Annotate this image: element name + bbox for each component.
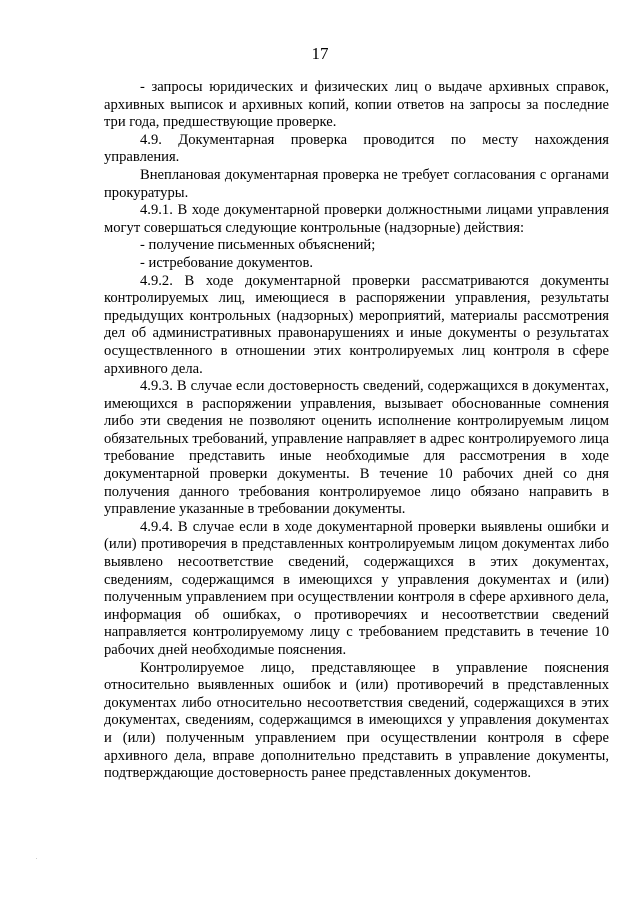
paragraph-4-9-2: 4.9.2. В ходе документарной проверки рассматриваются документы контролируемых лиц, имеющиеся в распоряжении управления, результаты предыдущих контрольных (надзорных) мероприятий, материалы рассмотрения дел об административных правонарушениях и иные документы о результатах осуществленного в отношении этих контролируемых лиц контроля в сфере архивного дела. [104, 272, 609, 377]
document-body [104, 79, 609, 783]
paragraph-4-9-1: 4.9.1. В ходе документарной проверки должностными лицами управления могут совершаться следующие контрольные (надзорные) действия: [104, 202, 609, 236]
paragraph-unscheduled-check: Внеплановая документарная проверка не требует согласования с органами прокуратуры. [104, 166, 609, 201]
list-item-document-request: - истребование документов. [140, 254, 314, 271]
page-number: 17 [311, 44, 329, 63]
paragraph-4-9-3: 4.9.3. В случае если достоверность сведений, содержащихся в документах, имеющихся в распоряжении управления, вызывает обоснованные сомнения либо эти сведения не позволяют оценить исполнение контролируемым лицом обязательных требований, управление направляет в адрес контролируемого лица требование представить иные необходимые для рассмотрения в ходе документарной проверки документы. В течение 10 рабочих дней со дня получения данного требования контролируемое лицо обязано направить в управление указанные в требовании документы. [104, 378, 609, 518]
list-item-written-explanations: - получение письменных объяснений; [140, 237, 376, 254]
scan-artifact [36, 858, 37, 859]
paragraph-controlled-person-explanations: Контролируемое лицо, представляющее в управление пояснения относительно выявленных ошибок и (или) противоречий в представленных документах либо относительно несоответствия сведений, содержащихся в этих документах, сведениям, содержащимся в имеющихся у управления документах и (или) полученным управлением при осуществлении контроля в сфере архивного дела, вправе дополнительно представить в управление документы, подтверждающие достоверность ранее представленных документов. [104, 659, 609, 782]
paragraph-4-9-4: 4.9.4. В случае если в ходе документарной проверки выявлены ошибки и (или) противоречия в представленных контролируемым лицом документах либо выявлено несоответствие сведений, содержащихся в этих документах, сведениям, содержащимся в имеющихся у управления документах и (или) полученным управлением при осуществлении контроля в сфере архивного дела, информация об ошибках, о противоречиях и несоответствии сведений направляется контролируемому лицу с требованием представить в течение 10 рабочих дней необходимые пояснения. [104, 518, 609, 658]
paragraph-archive-requests: - запросы юридических и физических лиц о выдаче архивных справок, архивных выписок и архивных копий, копии ответов на запросы за последние три года, предшествующие проверке. [104, 79, 609, 131]
paragraph-4-9: 4.9. Документарная проверка проводится по месту нахождения управления. [104, 131, 609, 166]
